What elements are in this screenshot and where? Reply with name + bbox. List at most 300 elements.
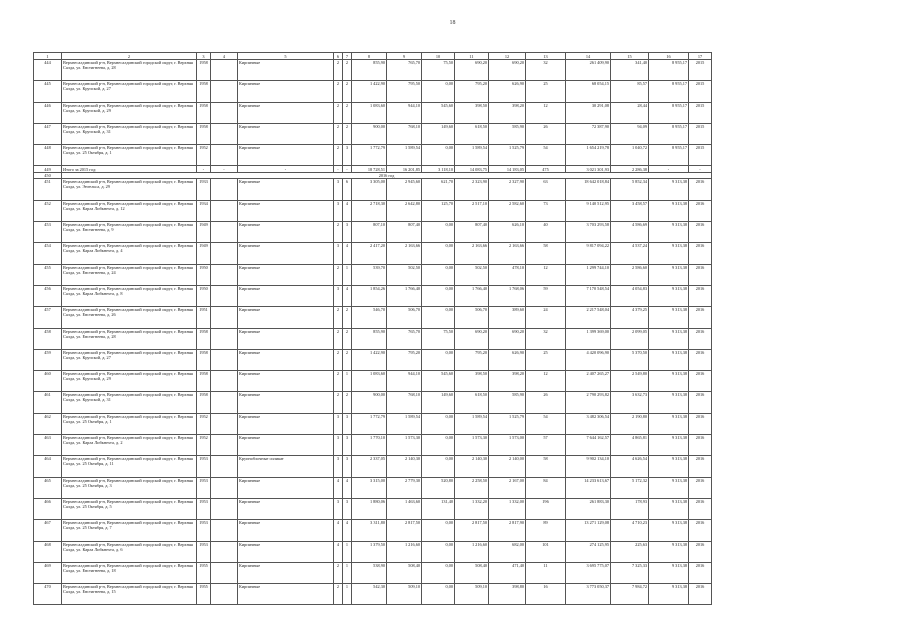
area-cell: 1 589,54 bbox=[455, 413, 489, 434]
table-row bbox=[34, 285, 712, 306]
area-cell: 398,20 bbox=[489, 102, 526, 123]
plan-year-cell: 2016 bbox=[689, 264, 712, 285]
plan-year-cell: 2016 bbox=[689, 328, 712, 349]
entrances-cell: 1 bbox=[343, 584, 352, 605]
residents-cell: 11 bbox=[526, 562, 566, 583]
row-number: 456 bbox=[34, 285, 62, 306]
address-cell: Верхнесалдинский р-н, Верхнесалдинский городской округ, г. Верхняя Салда, ул. Евстигнеева, д. 18 bbox=[62, 562, 197, 583]
row-number: 446 bbox=[34, 102, 62, 123]
floors-cell: 4 bbox=[334, 520, 343, 541]
total-area-cell: 1 083,60 bbox=[352, 102, 387, 123]
residents-cell: 63 bbox=[526, 179, 566, 200]
year-built-cell: 1950 bbox=[197, 264, 211, 285]
cost-cell: 3 695 775,07 bbox=[566, 562, 611, 583]
empty-cell bbox=[211, 456, 238, 477]
floors-cell: 2 bbox=[334, 328, 343, 349]
floors-cell: 3 bbox=[334, 435, 343, 456]
cost-cell: 9 140 512,95 bbox=[566, 200, 611, 221]
wall-material-cell: Кирпичные bbox=[238, 285, 334, 306]
area-cell: 795,50 bbox=[387, 81, 422, 102]
row-number: 445 bbox=[34, 81, 62, 102]
area-cell: 621,70 bbox=[422, 179, 455, 200]
wall-material-cell: Кирпичные bbox=[238, 562, 334, 583]
empty-cell bbox=[211, 498, 238, 519]
column-number-header: 7 bbox=[343, 53, 352, 60]
table-row bbox=[34, 392, 712, 413]
entrances-cell: 2 bbox=[343, 392, 352, 413]
area-cell: 398,50 bbox=[455, 102, 489, 123]
total-row bbox=[34, 166, 712, 173]
plan-year-cell: 2016 bbox=[689, 562, 712, 583]
area-cell: 1 573,30 bbox=[387, 435, 422, 456]
dash-cell: - bbox=[689, 166, 712, 173]
column-number-header: 2 bbox=[62, 53, 197, 60]
area-cell: 2 517,10 bbox=[455, 200, 489, 221]
row-number: 455 bbox=[34, 264, 62, 285]
table-row bbox=[34, 81, 712, 102]
max-cost-cell: 9 313,38 bbox=[649, 179, 689, 200]
dash-cell: - bbox=[334, 166, 343, 173]
table-row bbox=[34, 200, 712, 221]
residents-cell: 73 bbox=[526, 200, 566, 221]
area-cell: 0,00 bbox=[422, 145, 455, 166]
empty-cell bbox=[211, 222, 238, 243]
residents-cell: 32 bbox=[526, 60, 566, 81]
area-cell: 1 332,20 bbox=[455, 498, 489, 519]
entrances-cell: 2 bbox=[343, 81, 352, 102]
area-cell: 502,50 bbox=[455, 264, 489, 285]
floors-cell: 3 bbox=[334, 285, 343, 306]
year-built-cell: 1955 bbox=[197, 562, 211, 583]
empty-cell bbox=[211, 285, 238, 306]
cost-cell: 3 482 306,54 bbox=[566, 413, 611, 434]
total-area-cell: 3 305,00 bbox=[352, 179, 387, 200]
column-number-header: 1 bbox=[34, 53, 62, 60]
row-number: 466 bbox=[34, 498, 62, 519]
address-cell: Верхнесалдинский р-н, Верхнесалдинский городской округ, г. Верхняя Салда, ул. Крупской, д. 31 bbox=[62, 123, 197, 144]
table-row bbox=[34, 123, 712, 144]
address-cell: Верхнесалдинский р-н, Верхнесалдинский городской округ, г. Верхняя Салда, ул. Евстигнеева, д. 26 bbox=[62, 307, 197, 328]
floors-cell: 2 bbox=[334, 264, 343, 285]
area-cell: 1 768,06 bbox=[489, 285, 526, 306]
unit-cost-cell: 2 586,60 bbox=[611, 264, 649, 285]
area-cell: 944,10 bbox=[387, 102, 422, 123]
column-number-header: 14 bbox=[566, 53, 611, 60]
year-built-cell: 1949 bbox=[197, 222, 211, 243]
year-built-cell: 1933 bbox=[197, 179, 211, 200]
cost-cell: 1 654 219,78 bbox=[566, 145, 611, 166]
area-cell: 2 163,66 bbox=[387, 243, 422, 264]
total-area-cell: 542,30 bbox=[352, 584, 387, 605]
area-cell: 2 779,30 bbox=[387, 477, 422, 498]
entrances-cell: 3 bbox=[343, 222, 352, 243]
unit-cost-cell: 4 054,83 bbox=[611, 285, 649, 306]
wall-material-cell: Кирпичные bbox=[238, 81, 334, 102]
year-built-cell: 1949 bbox=[197, 243, 211, 264]
area-cell: 149,60 bbox=[422, 123, 455, 144]
table-row bbox=[34, 477, 712, 498]
empty-cell bbox=[211, 179, 238, 200]
table-row bbox=[34, 328, 712, 349]
area-cell: 389,60 bbox=[489, 307, 526, 328]
total-area-cell: 546,70 bbox=[352, 307, 387, 328]
dash-cell: - bbox=[649, 166, 689, 173]
plan-year-cell: 2015 bbox=[689, 60, 712, 81]
residents-cell: 475 bbox=[526, 166, 566, 173]
row-number: 468 bbox=[34, 541, 62, 562]
total-area-cell: 2 417,20 bbox=[352, 243, 387, 264]
empty-cell bbox=[211, 413, 238, 434]
area-cell: 690,20 bbox=[489, 60, 526, 81]
address-cell: Верхнесалдинский р-н, Верхнесалдинский городской округ, г. Верхняя Салда, ул. Карла Либкнехта, д. 4 bbox=[62, 243, 197, 264]
unit-cost-cell: 341,40 bbox=[611, 60, 649, 81]
table-row bbox=[34, 520, 712, 541]
total-area-cell: 855,90 bbox=[352, 60, 387, 81]
empty-cell bbox=[211, 392, 238, 413]
total-area-cell: 2 718,30 bbox=[352, 200, 387, 221]
address-cell: Верхнесалдинский р-н, Верхнесалдинский городской округ, г. Верхняя Салда, ул. Евстигнеева, д. 28 bbox=[62, 328, 197, 349]
entrances-cell: 3 bbox=[343, 435, 352, 456]
total-area-cell: 2 337,05 bbox=[352, 456, 387, 477]
area-cell: 0,00 bbox=[422, 264, 455, 285]
table-row bbox=[34, 222, 712, 243]
area-cell: 2 163,66 bbox=[489, 243, 526, 264]
column-number-header: 13 bbox=[526, 53, 566, 60]
area-cell: 768,10 bbox=[387, 392, 422, 413]
row-number: 469 bbox=[34, 562, 62, 583]
unit-cost-cell: 7 325,33 bbox=[611, 562, 649, 583]
wall-material-cell: Кирпичные bbox=[238, 477, 334, 498]
year-built-cell: 1952 bbox=[197, 145, 211, 166]
area-cell: 478,10 bbox=[489, 264, 526, 285]
max-cost-cell: 9 313,38 bbox=[649, 200, 689, 221]
total-area-cell: 1 854,26 bbox=[352, 285, 387, 306]
residents-cell: 26 bbox=[526, 123, 566, 144]
max-cost-cell: 9 313,38 bbox=[649, 264, 689, 285]
table-row bbox=[34, 307, 712, 328]
entrances-cell: 2 bbox=[343, 349, 352, 370]
area-cell: 1 766,40 bbox=[455, 285, 489, 306]
total-area-cell: 1 772,79 bbox=[352, 145, 387, 166]
unit-cost-cell: 2 549,80 bbox=[611, 371, 649, 392]
year-built-cell: 1958 bbox=[197, 81, 211, 102]
plan-year-cell: 2015 bbox=[689, 81, 712, 102]
floors-cell: 2 bbox=[334, 584, 343, 605]
max-cost-cell: 9 313,38 bbox=[649, 498, 689, 519]
address-cell: Верхнесалдинский р-н, Верхнесалдинский городской округ, г. Верхняя Салда, ул. Карла Либкнехта, д. 6 bbox=[62, 541, 197, 562]
area-cell: 2 817,50 bbox=[455, 520, 489, 541]
total-area-cell: 1 770,10 bbox=[352, 435, 387, 456]
column-number-header: 12 bbox=[489, 53, 526, 60]
max-cost-cell: 8 955,17 bbox=[649, 102, 689, 123]
row-number: 461 bbox=[34, 392, 62, 413]
floors-cell: 3 bbox=[334, 200, 343, 221]
area-cell: 2 582,60 bbox=[489, 200, 526, 221]
area-cell: 14 183,05 bbox=[489, 166, 526, 173]
max-cost-cell: 8 955,17 bbox=[649, 145, 689, 166]
plan-year-cell: 2016 bbox=[689, 200, 712, 221]
row-number: 458 bbox=[34, 328, 62, 349]
area-cell: 398,20 bbox=[489, 371, 526, 392]
year-built-cell: 1958 bbox=[197, 349, 211, 370]
area-cell: 509,10 bbox=[387, 584, 422, 605]
area-cell: 0,00 bbox=[422, 456, 455, 477]
wall-material-cell: Кирпичные bbox=[238, 435, 334, 456]
unit-cost-cell: 178,93 bbox=[611, 498, 649, 519]
total-area-cell: 3 311,80 bbox=[352, 520, 387, 541]
entrances-cell: 1 bbox=[343, 541, 352, 562]
year-built-cell: 1955 bbox=[197, 584, 211, 605]
area-cell: 1 463,60 bbox=[387, 498, 422, 519]
area-cell: 2 817,90 bbox=[489, 520, 526, 541]
address-cell: Верхнесалдинский р-н, Верхнесалдинский городской округ, г. Верхняя Салда, ул. Евстигнеева, д. 24 bbox=[62, 264, 197, 285]
floors-cell: 2 bbox=[334, 371, 343, 392]
residents-cell: 89 bbox=[526, 520, 566, 541]
residents-cell: 58 bbox=[526, 243, 566, 264]
residents-cell: 54 bbox=[526, 145, 566, 166]
entrances-cell: 2 bbox=[343, 328, 352, 349]
table-row bbox=[34, 102, 712, 123]
address-cell: Верхнесалдинский р-н, Верхнесалдинский городской округ, г. Верхняя Салда, ул. Крупской, д. 27 bbox=[62, 349, 197, 370]
total-area-cell: 3 315,00 bbox=[352, 477, 387, 498]
plan-year-cell: 2016 bbox=[689, 541, 712, 562]
address-cell: Верхнесалдинский р-н, Верхнесалдинский городской округ, г. Верхняя Салда, ул. 25 Октября, д. 1 bbox=[62, 145, 197, 166]
empty-cell bbox=[211, 520, 238, 541]
housing-register-table bbox=[33, 52, 712, 605]
area-cell: 149,60 bbox=[422, 392, 455, 413]
plan-year-cell: 2016 bbox=[689, 435, 712, 456]
unit-cost-cell: 3 632,73 bbox=[611, 392, 649, 413]
cost-cell: 18 642 018,84 bbox=[566, 179, 611, 200]
area-cell: 2 945,60 bbox=[387, 179, 422, 200]
area-cell: 0,00 bbox=[422, 243, 455, 264]
floors-cell: 2 bbox=[334, 145, 343, 166]
plan-year-cell: 2016 bbox=[689, 520, 712, 541]
wall-material-cell: Кирпичные bbox=[238, 243, 334, 264]
area-cell: 2 327,90 bbox=[489, 179, 526, 200]
floors-cell: 2 bbox=[334, 222, 343, 243]
unit-cost-cell: 2 099,05 bbox=[611, 328, 649, 349]
area-cell: 1 573,30 bbox=[455, 435, 489, 456]
area-cell: 14 083,75 bbox=[455, 166, 489, 173]
area-cell: 765,70 bbox=[387, 60, 422, 81]
residents-cell: 101 bbox=[526, 541, 566, 562]
wall-material-cell: Кирпичные bbox=[238, 328, 334, 349]
max-cost-cell: 9 313,38 bbox=[649, 222, 689, 243]
address-cell: Верхнесалдинский р-н, Верхнесалдинский городской округ, г. Верхняя Салда, ул. 25 Октября, д. 5 bbox=[62, 498, 197, 519]
total-area-cell: 1 083,60 bbox=[352, 371, 387, 392]
cost-cell: 14 233 613,67 bbox=[566, 477, 611, 498]
max-cost-cell: 8 955,17 bbox=[649, 60, 689, 81]
table-row bbox=[34, 264, 712, 285]
max-cost-cell: 9 313,38 bbox=[649, 562, 689, 583]
unit-cost-cell: 4 537,24 bbox=[611, 243, 649, 264]
plan-year-cell: 2016 bbox=[689, 392, 712, 413]
unit-cost-cell: 5 370,50 bbox=[611, 349, 649, 370]
year-built-cell: 1953 bbox=[197, 520, 211, 541]
empty-cell bbox=[211, 541, 238, 562]
unit-cost-cell: 94,09 bbox=[611, 123, 649, 144]
column-number-header: 15 bbox=[611, 53, 649, 60]
floors-cell: 3 bbox=[334, 243, 343, 264]
area-cell: 506,70 bbox=[455, 307, 489, 328]
max-cost-cell: 9 313,38 bbox=[649, 435, 689, 456]
unit-cost-cell: 2 286,38 bbox=[611, 166, 649, 173]
area-cell: 690,20 bbox=[455, 328, 489, 349]
page-number: 18 bbox=[449, 20, 456, 26]
unit-cost-cell: 7 984,72 bbox=[611, 584, 649, 605]
area-cell: 0,00 bbox=[422, 285, 455, 306]
empty-cell bbox=[211, 435, 238, 456]
area-cell: 807,40 bbox=[387, 222, 422, 243]
row-number: 449 bbox=[34, 166, 62, 173]
cost-cell: 274 125,95 bbox=[566, 541, 611, 562]
wall-material-cell: Кирпичные bbox=[238, 123, 334, 144]
cost-cell: 9 817 094,22 bbox=[566, 243, 611, 264]
column-number-header: 17 bbox=[689, 53, 712, 60]
wall-material-cell: Кирпичные bbox=[238, 307, 334, 328]
residents-cell: 12 bbox=[526, 102, 566, 123]
plan-year-cell: 2015 bbox=[689, 145, 712, 166]
year-section-label: 2016 год bbox=[62, 173, 712, 179]
dash-cell: - bbox=[238, 166, 334, 173]
year-built-cell: 1958 bbox=[197, 60, 211, 81]
area-cell: 508,40 bbox=[387, 562, 422, 583]
row-number: 470 bbox=[34, 584, 62, 605]
area-cell: 0,00 bbox=[422, 413, 455, 434]
floors-cell: 4 bbox=[334, 541, 343, 562]
wall-material-cell: Кирпичные bbox=[238, 498, 334, 519]
max-cost-cell: 9 313,38 bbox=[649, 392, 689, 413]
total-area-cell: 18 728,51 bbox=[352, 166, 387, 173]
area-cell: 520,80 bbox=[422, 477, 455, 498]
unit-cost-cell: 3 458,57 bbox=[611, 200, 649, 221]
area-cell: 16 201,85 bbox=[387, 166, 422, 173]
wall-material-cell: Кирпичные bbox=[238, 413, 334, 434]
address-cell: Верхнесалдинский р-н, Верхнесалдинский городской округ, г. Верхняя Салда, ул. 25 Октября, д. 11 bbox=[62, 456, 197, 477]
max-cost-cell: 9 313,38 bbox=[649, 349, 689, 370]
address-cell: Верхнесалдинский р-н, Верхнесалдинский городской округ, г. Верхняя Салда, ул. 25 Октября, д. 3 bbox=[62, 477, 197, 498]
empty-cell bbox=[211, 145, 238, 166]
area-cell: 2 163,66 bbox=[455, 243, 489, 264]
table-row bbox=[34, 371, 712, 392]
residents-cell: 25 bbox=[526, 349, 566, 370]
residents-cell: 58 bbox=[526, 456, 566, 477]
area-cell: 1 216,60 bbox=[455, 541, 489, 562]
entrances-cell: 3 bbox=[343, 145, 352, 166]
floors-cell: 3 bbox=[334, 179, 343, 200]
unit-cost-cell: 4 379,25 bbox=[611, 307, 649, 328]
empty-cell bbox=[211, 328, 238, 349]
residents-cell: 16 bbox=[526, 584, 566, 605]
area-cell: 626,90 bbox=[489, 81, 526, 102]
address-cell: Верхнесалдинский р-н, Верхнесалдинский городской округ, г. Верхняя Салда, ул. Крупской, д. 27 bbox=[62, 81, 197, 102]
unit-cost-cell: 4 865,81 bbox=[611, 435, 649, 456]
max-cost-cell: 8 955,17 bbox=[649, 123, 689, 144]
total-area-cell: 1 880,06 bbox=[352, 498, 387, 519]
cost-cell: 2 217 548,04 bbox=[566, 307, 611, 328]
area-cell: 0,00 bbox=[422, 349, 455, 370]
area-cell: 506,70 bbox=[387, 307, 422, 328]
area-cell: 626,10 bbox=[489, 222, 526, 243]
entrances-cell: 3 bbox=[343, 456, 352, 477]
cost-cell: 2 790 293,82 bbox=[566, 392, 611, 413]
row-number: 462 bbox=[34, 413, 62, 434]
year-built-cell: 1952 bbox=[197, 435, 211, 456]
address-cell: Верхнесалдинский р-н, Верхнесалдинский городской округ, г. Верхняя Салда, ул. Евстигнеева, д. 9 bbox=[62, 222, 197, 243]
row-number: 460 bbox=[34, 371, 62, 392]
year-built-cell: 1958 bbox=[197, 123, 211, 144]
area-cell: 2 140,00 bbox=[489, 456, 526, 477]
plan-year-cell: 2016 bbox=[689, 456, 712, 477]
residents-cell: 26 bbox=[526, 392, 566, 413]
area-cell: 131,40 bbox=[422, 498, 455, 519]
area-cell: 0,00 bbox=[422, 222, 455, 243]
address-cell: Верхнесалдинский р-н, Верхнесалдинский городской округ, г. Верхняя Салда, ул. Энгельса, д. 29 bbox=[62, 179, 197, 200]
column-number-header: 11 bbox=[455, 53, 489, 60]
area-cell: 2 140,30 bbox=[387, 456, 422, 477]
entrances-cell: 4 bbox=[343, 477, 352, 498]
entrances-cell: 6 bbox=[343, 179, 352, 200]
plan-year-cell: 2016 bbox=[689, 307, 712, 328]
area-cell: 1 573,00 bbox=[489, 435, 526, 456]
plan-year-cell: 2016 bbox=[689, 371, 712, 392]
total-area-cell: 1 422,90 bbox=[352, 81, 387, 102]
area-cell: 0,00 bbox=[422, 584, 455, 605]
cost-cell: 261 409,90 bbox=[566, 60, 611, 81]
empty-cell bbox=[211, 584, 238, 605]
area-cell: 690,20 bbox=[455, 60, 489, 81]
entrances-cell: 2 bbox=[343, 123, 352, 144]
area-cell: 944,10 bbox=[387, 371, 422, 392]
empty-cell bbox=[211, 102, 238, 123]
year-built-cell: 1953 bbox=[197, 498, 211, 519]
area-cell: 626,90 bbox=[489, 349, 526, 370]
area-cell: 508,40 bbox=[455, 562, 489, 583]
area-cell: 618,50 bbox=[455, 123, 489, 144]
residents-cell: 54 bbox=[526, 413, 566, 434]
column-number-header: 10 bbox=[422, 53, 455, 60]
dash-cell: - bbox=[197, 166, 211, 173]
cost-cell: 7 644 162,57 bbox=[566, 435, 611, 456]
empty-cell bbox=[211, 81, 238, 102]
plan-year-cell: 2016 bbox=[689, 243, 712, 264]
table-row bbox=[34, 179, 712, 200]
residents-cell: 57 bbox=[526, 435, 566, 456]
area-cell: 2 817,50 bbox=[387, 520, 422, 541]
row-number: 459 bbox=[34, 349, 62, 370]
area-cell: 125,70 bbox=[422, 200, 455, 221]
wall-material-cell: Кирпичные bbox=[238, 349, 334, 370]
wall-material-cell: Кирпичные bbox=[238, 371, 334, 392]
area-cell: 3 118,10 bbox=[422, 166, 455, 173]
cost-cell: 3 773 050,37 bbox=[566, 584, 611, 605]
total-area-cell: 1 772,79 bbox=[352, 413, 387, 434]
unit-cost-cell: 5 852,34 bbox=[611, 179, 649, 200]
floors-cell: 4 bbox=[334, 477, 343, 498]
max-cost-cell: 9 313,38 bbox=[649, 413, 689, 434]
cost-cell: 72 387,90 bbox=[566, 123, 611, 144]
max-cost-cell: 9 313,38 bbox=[649, 456, 689, 477]
area-cell: 545,60 bbox=[422, 102, 455, 123]
area-cell: 471,40 bbox=[489, 562, 526, 583]
area-cell: 1 525,79 bbox=[489, 413, 526, 434]
floors-cell: 2 bbox=[334, 392, 343, 413]
max-cost-cell: 9 313,38 bbox=[649, 285, 689, 306]
row-number: 454 bbox=[34, 243, 62, 264]
plan-year-cell: 2016 bbox=[689, 349, 712, 370]
entrances-cell: 4 bbox=[343, 285, 352, 306]
